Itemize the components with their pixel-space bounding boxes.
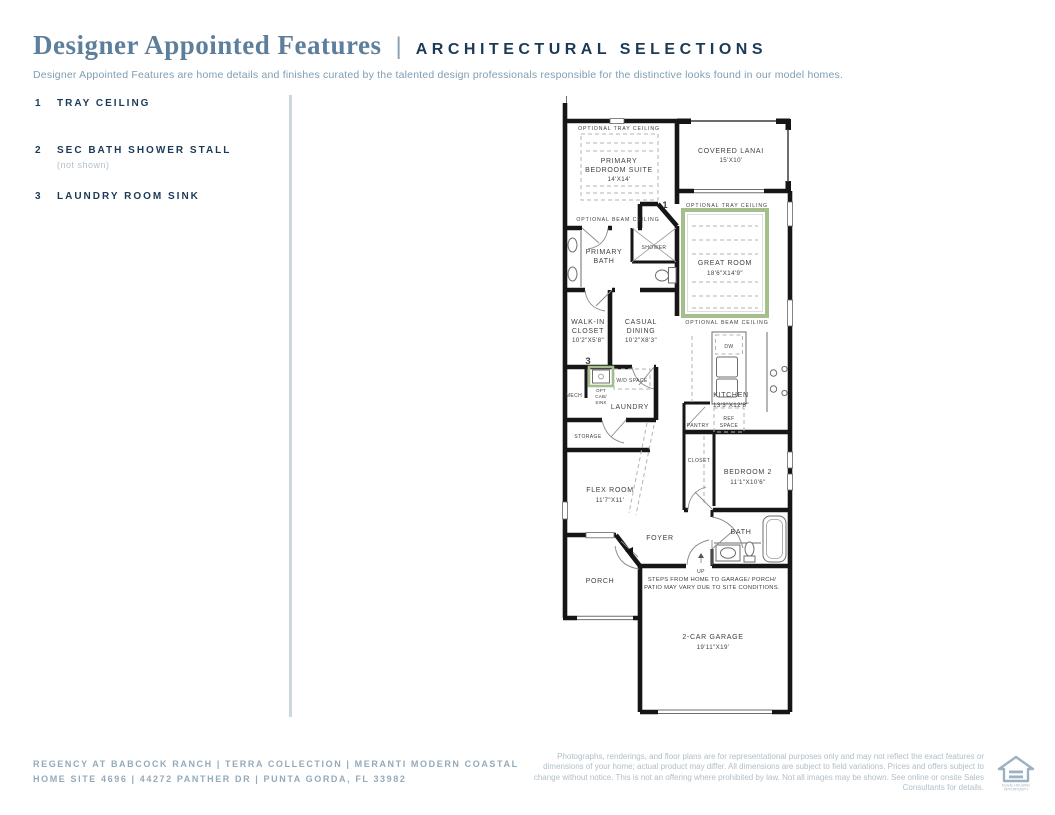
- feature-label: SEC BATH SHOWER STALL: [57, 145, 232, 156]
- svg-text:10'2"X8'3": 10'2"X8'3": [624, 337, 658, 344]
- title-row: [33, 30, 1023, 61]
- footer-community-info: [33, 757, 519, 787]
- bedroom2-label: BEDROOM 2: [723, 469, 773, 476]
- svg-text:13'3"X12'8": 13'3"X12'8": [713, 402, 749, 409]
- svg-text:BATH: BATH: [593, 258, 615, 265]
- porch-label: PORCH: [585, 578, 615, 585]
- svg-text:BEDROOM SUITE: BEDROOM SUITE: [585, 167, 653, 174]
- marker-1: 1: [662, 200, 668, 211]
- walls: [563, 103, 790, 712]
- bath-label: BATH: [730, 529, 752, 536]
- toilet-icon: [744, 556, 755, 562]
- feature-number: 1: [35, 98, 41, 109]
- primary-bath-label: PRIMARY: [585, 249, 623, 256]
- up-arrow-icon: [698, 553, 704, 558]
- laundry-sink-highlight: [589, 367, 613, 386]
- optional-beam-ceiling-great-label: OPTIONAL BEAM CEILING: [685, 320, 769, 326]
- svg-text:19'11"X19': 19'11"X19': [696, 644, 730, 651]
- vertical-divider: [289, 95, 292, 717]
- optional-tray-ceiling-great-label: OPTIONAL TRAY CEILING: [686, 203, 768, 209]
- primary-suite-label: PRIMARY: [600, 158, 638, 165]
- svg-text:15'X10': 15'X10': [719, 157, 743, 164]
- pantry-label: PANTRY: [686, 423, 710, 429]
- mech-label: MECH: [565, 393, 583, 399]
- svg-text:10'2"X5'8": 10'2"X5'8": [571, 337, 605, 344]
- feature-item-sec-bath-shower: [35, 145, 231, 156]
- up-label: UP: [697, 569, 705, 575]
- optional-beam-ceiling-label: OPTIONAL BEAM CEILING: [576, 217, 660, 223]
- casual-dining-label: CASUAL: [624, 319, 658, 326]
- footer-line1: REGENCY AT BABCOCK RANCH | TERRA COLLECTION | MERANTI MODERN COASTAL: [33, 759, 519, 769]
- feature-note: (not shown): [57, 160, 110, 170]
- sink-icon: [568, 267, 577, 281]
- kitchen-sink-icon: [717, 357, 738, 377]
- foyer-label: FOYER: [646, 535, 674, 542]
- svg-text:OPPORTUNITY: OPPORTUNITY: [1003, 787, 1029, 792]
- svg-text:CAB/: CAB/: [595, 394, 607, 399]
- footer-disclaimer: Photographs, renderings, and floor plans are for representational purposes only and may not reflect the exact features or dimensions of your home; actual product may differ. All dimensions are subject to field variations. Prices and offers subject to change without notice. This is not an offering where prohibited by law. Not all images may be shown. See online or onsite Sales Consultants for details.: [533, 752, 984, 793]
- covered-lanai-label: COVERED LANAI: [698, 148, 764, 155]
- walk-in-closet-label: WALK-IN: [571, 319, 605, 326]
- feature-number: 2: [35, 145, 41, 156]
- wd-space-label: W/D SPACE: [616, 378, 648, 384]
- garage-label: 2-CAR GARAGE: [682, 634, 744, 641]
- footer-line2: HOME SITE 4696 | 44272 PANTHER DR | PUNTA GORDA, FL 33982: [33, 774, 407, 784]
- svg-text:14'X14': 14'X14': [607, 176, 631, 183]
- feature-label: LAUNDRY ROOM SINK: [57, 191, 200, 202]
- feature-label: TRAY CEILING: [57, 98, 151, 109]
- sink-icon: [568, 238, 577, 252]
- marker-3: 3: [585, 356, 591, 367]
- title-separator: |: [395, 33, 402, 60]
- feature-item-laundry-sink: [35, 191, 200, 202]
- ref-space-label: REF: [723, 416, 735, 422]
- svg-text:DINING: DINING: [626, 328, 656, 335]
- great-room-label: GREAT ROOM: [697, 260, 753, 267]
- shower-label: SHOWER: [641, 245, 667, 251]
- opt-cab-sink-label: OPT: [595, 388, 607, 393]
- svg-text:11'7"X11': 11'7"X11': [595, 497, 625, 504]
- kitchen-label: KITCHEN: [713, 392, 749, 399]
- page-description: Designer Appointed Features are home details and finishes curated by the talented design professionals responsible for the distinctive looks found in our model homes.: [33, 69, 844, 81]
- optional-tray-ceiling-label: OPTIONAL TRAY CEILING: [578, 126, 660, 132]
- page-title: Designer Appointed Features: [33, 30, 382, 60]
- front-door: [615, 541, 639, 569]
- cooktop-icon: [770, 370, 776, 376]
- closet-label: CLOSET: [687, 458, 711, 464]
- svg-text:SPACE: SPACE: [719, 423, 739, 429]
- steps-note: STEPS FROM HOME TO GARAGE/ PORCH/: [647, 577, 777, 583]
- feature-item-tray-ceiling: [35, 98, 150, 109]
- flex-room-label: FLEX ROOM: [586, 487, 634, 494]
- equal-housing-logo: [996, 755, 1036, 793]
- floor-plan: [552, 92, 802, 724]
- dw-label: DW: [724, 344, 734, 350]
- toilet-icon: [669, 268, 677, 284]
- storage-label: STORAGE: [574, 434, 602, 440]
- page-subtitle: ARCHITECTURAL SELECTIONS: [415, 41, 768, 58]
- svg-text:CLOSET: CLOSET: [571, 328, 605, 335]
- svg-text:SINK: SINK: [595, 400, 607, 405]
- svg-text:PATIO MAY VARY DUE TO SITE CON: PATIO MAY VARY DUE TO SITE CONDITIONS.: [644, 585, 780, 591]
- feature-number: 3: [35, 191, 41, 202]
- page-header: [33, 30, 1023, 81]
- svg-text:11'1"X10'6": 11'1"X10'6": [730, 479, 766, 486]
- room-labels: [566, 126, 780, 651]
- laundry-label: LAUNDRY: [610, 404, 650, 411]
- svg-text:18'6"X14'9": 18'6"X14'9": [707, 270, 743, 277]
- eho-text: EQUAL HOUSING: [1001, 783, 1031, 788]
